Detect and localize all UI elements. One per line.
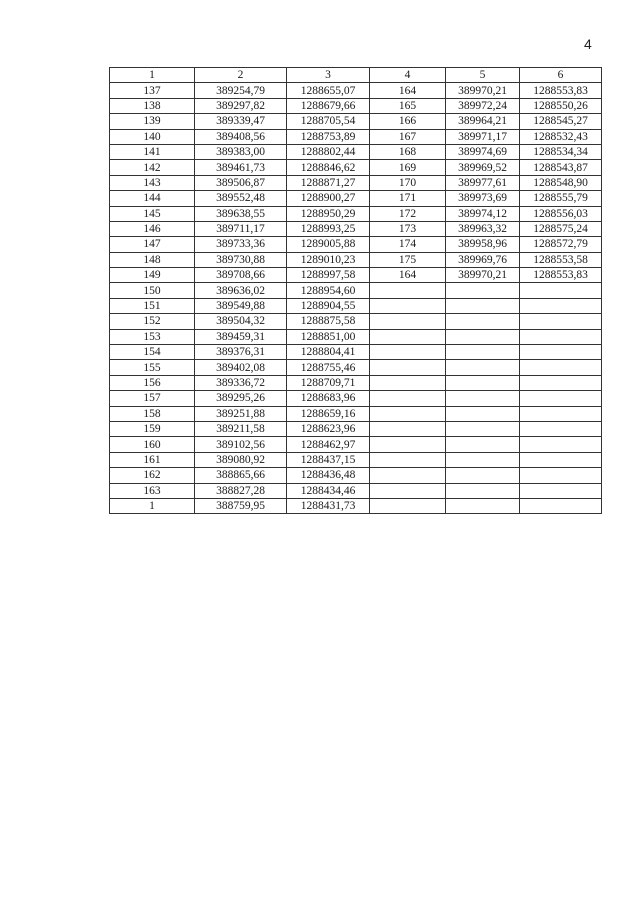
cell-point-number: 160 xyxy=(110,437,195,452)
cell-x-coordinate: 389506,87 xyxy=(195,175,287,190)
cell-y-coordinate xyxy=(520,360,602,375)
cell-y-coordinate xyxy=(520,468,602,483)
cell-x-coordinate: 389549,88 xyxy=(195,298,287,313)
cell-point-number: 140 xyxy=(110,129,195,144)
cell-y-coordinate: 1288900,27 xyxy=(287,191,370,206)
cell-x-coordinate: 389970,21 xyxy=(446,268,520,283)
cell-y-coordinate: 1288705,54 xyxy=(287,114,370,129)
cell-point-number: 155 xyxy=(110,360,195,375)
cell-y-coordinate: 1288437,15 xyxy=(287,452,370,467)
cell-y-coordinate: 1288950,29 xyxy=(287,206,370,221)
cell-y-coordinate: 1289005,88 xyxy=(287,237,370,252)
cell-y-coordinate: 1288802,44 xyxy=(287,144,370,159)
column-header-1: 1 xyxy=(110,68,195,83)
cell-point-number: 150 xyxy=(110,283,195,298)
cell-x-coordinate: 389102,56 xyxy=(195,437,287,452)
table-row xyxy=(110,498,602,513)
table-row xyxy=(110,191,602,206)
column-header-3: 3 xyxy=(287,68,370,83)
cell-point-number: 173 xyxy=(370,221,446,236)
cell-y-coordinate: 1288548,90 xyxy=(520,175,602,190)
cell-x-coordinate: 389254,79 xyxy=(195,83,287,98)
cell-y-coordinate xyxy=(520,314,602,329)
table-row xyxy=(110,345,602,360)
cell-point-number: 161 xyxy=(110,452,195,467)
cell-y-coordinate: 1288534,34 xyxy=(520,144,602,159)
cell-point-number: 164 xyxy=(370,268,446,283)
cell-x-coordinate: 388827,28 xyxy=(195,483,287,498)
cell-x-coordinate xyxy=(446,468,520,483)
cell-point-number: 143 xyxy=(110,175,195,190)
cell-point-number: 169 xyxy=(370,160,446,175)
cell-x-coordinate: 389297,82 xyxy=(195,98,287,113)
cell-point-number: 170 xyxy=(370,175,446,190)
table-row xyxy=(110,406,602,421)
cell-point-number: 166 xyxy=(370,114,446,129)
cell-x-coordinate: 389971,17 xyxy=(446,129,520,144)
table-header xyxy=(110,68,602,83)
cell-x-coordinate: 389336,72 xyxy=(195,375,287,390)
cell-y-coordinate: 1288755,46 xyxy=(287,360,370,375)
column-header-4: 4 xyxy=(370,68,446,83)
cell-y-coordinate: 1288875,58 xyxy=(287,314,370,329)
cell-x-coordinate xyxy=(446,421,520,436)
cell-x-coordinate: 389963,32 xyxy=(446,221,520,236)
table-row xyxy=(110,298,602,313)
cell-point-number: 168 xyxy=(370,144,446,159)
cell-y-coordinate: 1288954,60 xyxy=(287,283,370,298)
cell-x-coordinate: 389295,26 xyxy=(195,391,287,406)
cell-y-coordinate: 1288532,43 xyxy=(520,129,602,144)
cell-point-number: 159 xyxy=(110,421,195,436)
cell-point-number: 139 xyxy=(110,114,195,129)
cell-point-number: 138 xyxy=(110,98,195,113)
cell-x-coordinate: 389383,00 xyxy=(195,144,287,159)
header-row xyxy=(110,68,602,83)
cell-x-coordinate xyxy=(446,345,520,360)
column-header-6: 6 xyxy=(520,68,602,83)
cell-y-coordinate: 1288436,48 xyxy=(287,468,370,483)
cell-x-coordinate xyxy=(446,498,520,513)
table-row xyxy=(110,221,602,236)
cell-y-coordinate xyxy=(520,452,602,467)
cell-y-coordinate: 1288804,41 xyxy=(287,345,370,360)
cell-x-coordinate: 389552,48 xyxy=(195,191,287,206)
cell-y-coordinate xyxy=(520,391,602,406)
table-row xyxy=(110,83,602,98)
cell-point-number xyxy=(370,314,446,329)
cell-y-coordinate: 1288550,26 xyxy=(520,98,602,113)
cell-point-number xyxy=(370,391,446,406)
cell-y-coordinate xyxy=(520,283,602,298)
cell-y-coordinate: 1288683,96 xyxy=(287,391,370,406)
table-row xyxy=(110,483,602,498)
cell-point-number: 174 xyxy=(370,237,446,252)
cell-point-number xyxy=(370,483,446,498)
cell-x-coordinate xyxy=(446,406,520,421)
cell-x-coordinate xyxy=(446,329,520,344)
cell-x-coordinate xyxy=(446,314,520,329)
cell-point-number: 152 xyxy=(110,314,195,329)
cell-y-coordinate xyxy=(520,437,602,452)
cell-x-coordinate xyxy=(446,437,520,452)
cell-x-coordinate: 389974,69 xyxy=(446,144,520,159)
cell-point-number: 165 xyxy=(370,98,446,113)
cell-y-coordinate xyxy=(520,421,602,436)
cell-y-coordinate: 1288709,71 xyxy=(287,375,370,390)
cell-y-coordinate: 1288572,79 xyxy=(520,237,602,252)
cell-point-number xyxy=(370,329,446,344)
cell-point-number xyxy=(370,406,446,421)
cell-y-coordinate: 1288556,03 xyxy=(520,206,602,221)
cell-x-coordinate: 389733,36 xyxy=(195,237,287,252)
table-row xyxy=(110,314,602,329)
table-row xyxy=(110,329,602,344)
cell-x-coordinate: 389636,02 xyxy=(195,283,287,298)
cell-y-coordinate: 1289010,23 xyxy=(287,252,370,267)
table-row xyxy=(110,268,602,283)
cell-point-number: 162 xyxy=(110,468,195,483)
cell-point-number xyxy=(370,375,446,390)
cell-x-coordinate: 389504,32 xyxy=(195,314,287,329)
cell-point-number xyxy=(370,283,446,298)
cell-x-coordinate: 388865,66 xyxy=(195,468,287,483)
table-body xyxy=(110,83,602,514)
table-row xyxy=(110,98,602,113)
cell-x-coordinate: 389958,96 xyxy=(446,237,520,252)
cell-y-coordinate: 1288545,27 xyxy=(520,114,602,129)
table-row xyxy=(110,144,602,159)
cell-y-coordinate: 1288871,27 xyxy=(287,175,370,190)
column-header-5: 5 xyxy=(446,68,520,83)
table-row xyxy=(110,421,602,436)
cell-x-coordinate xyxy=(446,360,520,375)
cell-y-coordinate: 1288997,58 xyxy=(287,268,370,283)
cell-y-coordinate: 1288623,96 xyxy=(287,421,370,436)
cell-point-number: 156 xyxy=(110,375,195,390)
cell-point-number xyxy=(370,345,446,360)
table-row xyxy=(110,206,602,221)
cell-y-coordinate: 1288543,87 xyxy=(520,160,602,175)
page-number: 4 xyxy=(584,36,592,52)
cell-x-coordinate xyxy=(446,483,520,498)
cell-y-coordinate: 1288993,25 xyxy=(287,221,370,236)
column-header-2: 2 xyxy=(195,68,287,83)
cell-point-number: 158 xyxy=(110,406,195,421)
cell-x-coordinate: 389376,31 xyxy=(195,345,287,360)
cell-y-coordinate: 1288851,00 xyxy=(287,329,370,344)
cell-x-coordinate: 389711,17 xyxy=(195,221,287,236)
cell-point-number: 171 xyxy=(370,191,446,206)
cell-point-number: 157 xyxy=(110,391,195,406)
cell-point-number: 137 xyxy=(110,83,195,98)
cell-x-coordinate: 389974,12 xyxy=(446,206,520,221)
cell-point-number: 153 xyxy=(110,329,195,344)
cell-x-coordinate: 389708,66 xyxy=(195,268,287,283)
cell-x-coordinate: 389459,31 xyxy=(195,329,287,344)
cell-x-coordinate: 389251,88 xyxy=(195,406,287,421)
cell-x-coordinate xyxy=(446,298,520,313)
cell-x-coordinate: 389969,52 xyxy=(446,160,520,175)
cell-y-coordinate: 1288555,79 xyxy=(520,191,602,206)
cell-y-coordinate: 1288553,83 xyxy=(520,83,602,98)
coordinates-table xyxy=(109,67,602,514)
cell-y-coordinate: 1288655,07 xyxy=(287,83,370,98)
table-row xyxy=(110,391,602,406)
cell-x-coordinate xyxy=(446,452,520,467)
cell-y-coordinate: 1288846,62 xyxy=(287,160,370,175)
cell-x-coordinate: 389969,76 xyxy=(446,252,520,267)
cell-x-coordinate: 389973,69 xyxy=(446,191,520,206)
cell-y-coordinate xyxy=(520,498,602,513)
table-row xyxy=(110,283,602,298)
cell-point-number: 163 xyxy=(110,483,195,498)
cell-point-number: 175 xyxy=(370,252,446,267)
cell-y-coordinate: 1288679,66 xyxy=(287,98,370,113)
cell-y-coordinate: 1288659,16 xyxy=(287,406,370,421)
cell-point-number xyxy=(370,360,446,375)
cell-x-coordinate: 389408,56 xyxy=(195,129,287,144)
cell-x-coordinate: 389402,08 xyxy=(195,360,287,375)
cell-point-number: 149 xyxy=(110,268,195,283)
cell-y-coordinate: 1288462,97 xyxy=(287,437,370,452)
cell-x-coordinate: 389211,58 xyxy=(195,421,287,436)
cell-point-number: 145 xyxy=(110,206,195,221)
table-row xyxy=(110,160,602,175)
table-row xyxy=(110,375,602,390)
cell-x-coordinate: 389339,47 xyxy=(195,114,287,129)
table-row xyxy=(110,452,602,467)
table-row xyxy=(110,237,602,252)
cell-point-number: 146 xyxy=(110,221,195,236)
table-row xyxy=(110,129,602,144)
cell-point-number xyxy=(370,468,446,483)
cell-y-coordinate xyxy=(520,298,602,313)
cell-x-coordinate: 389964,21 xyxy=(446,114,520,129)
cell-y-coordinate: 1288904,55 xyxy=(287,298,370,313)
cell-x-coordinate xyxy=(446,283,520,298)
cell-point-number xyxy=(370,298,446,313)
cell-x-coordinate: 389730,88 xyxy=(195,252,287,267)
cell-x-coordinate xyxy=(446,375,520,390)
cell-point-number xyxy=(370,452,446,467)
cell-x-coordinate: 389970,21 xyxy=(446,83,520,98)
cell-point-number: 142 xyxy=(110,160,195,175)
cell-y-coordinate xyxy=(520,406,602,421)
cell-point-number xyxy=(370,498,446,513)
cell-x-coordinate: 389638,55 xyxy=(195,206,287,221)
table-row xyxy=(110,360,602,375)
cell-x-coordinate: 389080,92 xyxy=(195,452,287,467)
cell-y-coordinate: 1288431,73 xyxy=(287,498,370,513)
cell-x-coordinate: 389461,73 xyxy=(195,160,287,175)
cell-y-coordinate: 1288753,89 xyxy=(287,129,370,144)
cell-point-number: 1 xyxy=(110,498,195,513)
cell-x-coordinate xyxy=(446,391,520,406)
cell-x-coordinate: 389977,61 xyxy=(446,175,520,190)
cell-y-coordinate xyxy=(520,329,602,344)
cell-y-coordinate: 1288553,83 xyxy=(520,268,602,283)
cell-y-coordinate xyxy=(520,375,602,390)
table-row xyxy=(110,175,602,190)
cell-point-number: 164 xyxy=(370,83,446,98)
cell-point-number: 154 xyxy=(110,345,195,360)
cell-y-coordinate: 1288434,46 xyxy=(287,483,370,498)
cell-point-number: 167 xyxy=(370,129,446,144)
cell-y-coordinate xyxy=(520,345,602,360)
cell-point-number xyxy=(370,437,446,452)
cell-point-number: 172 xyxy=(370,206,446,221)
cell-point-number: 151 xyxy=(110,298,195,313)
cell-point-number: 147 xyxy=(110,237,195,252)
table-row xyxy=(110,114,602,129)
cell-point-number xyxy=(370,421,446,436)
cell-point-number: 141 xyxy=(110,144,195,159)
cell-point-number: 144 xyxy=(110,191,195,206)
table-row xyxy=(110,437,602,452)
cell-y-coordinate: 1288553,58 xyxy=(520,252,602,267)
cell-x-coordinate: 388759,95 xyxy=(195,498,287,513)
table-row xyxy=(110,468,602,483)
cell-y-coordinate: 1288575,24 xyxy=(520,221,602,236)
cell-point-number: 148 xyxy=(110,252,195,267)
table-row xyxy=(110,252,602,267)
cell-x-coordinate: 389972,24 xyxy=(446,98,520,113)
cell-y-coordinate xyxy=(520,483,602,498)
